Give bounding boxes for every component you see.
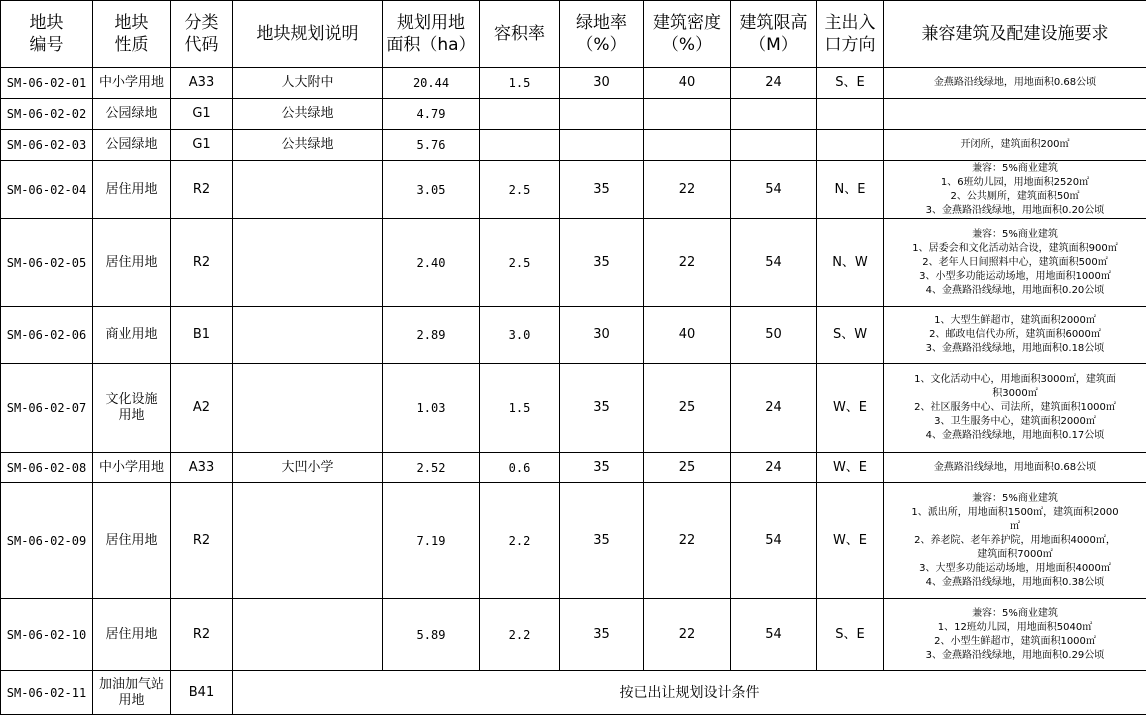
cell-code: A2: [171, 364, 233, 453]
cell-code: G1: [171, 99, 233, 130]
cell-area: 7.19: [383, 483, 480, 599]
requirement-line: 兼容：5%商业建筑: [972, 492, 1058, 504]
requirement-line: 金燕路沿线绿地，用地面积0.68公顷: [933, 77, 1097, 88]
requirement-line: 3、金燕路沿线绿地，用地面积0.20公顷: [925, 204, 1105, 216]
cell-density: 40: [644, 307, 731, 364]
cell-far: 1.5: [480, 364, 560, 453]
cell-plot-id: SM-06-02-01: [1, 68, 93, 99]
cell-green-rate: 35: [560, 483, 644, 599]
cell-plot-type: 公园绿地: [93, 130, 171, 161]
requirement-line: 3、小型多功能运动场地，用地面积1000㎡: [919, 270, 1111, 282]
cell-plot-id: SM-06-02-03: [1, 130, 93, 161]
cell-far: 1.5: [480, 68, 560, 99]
cell-height-limit: 24: [731, 453, 817, 483]
header-row: [1, 1, 1146, 68]
cell-requirements: [884, 483, 1146, 599]
requirement-line: 兼容：5%商业建筑: [972, 228, 1058, 240]
cell-density: 22: [644, 219, 731, 307]
requirement-line: 2、公共厕所，建筑面积50㎡: [950, 190, 1080, 202]
cell-description: 公共绿地: [233, 130, 383, 161]
table-row: [1, 483, 1146, 599]
cell-code: R2: [171, 161, 233, 219]
requirement-line: 4、金燕路沿线绿地，用地面积0.17公顷: [925, 430, 1105, 441]
cell-far: [480, 99, 560, 130]
cell-entry-direction: W、E: [817, 483, 884, 599]
header-green-rate: 绿地率 （%）: [560, 1, 644, 68]
cell-plot-type: 公园绿地: [93, 99, 171, 130]
cell-plot-id: SM-06-02-02: [1, 99, 93, 130]
cell-plot-type: 居住用地: [93, 161, 171, 219]
requirement-line: 2、养老院、老年养护院，用地面积4000㎡，: [914, 534, 1116, 546]
requirement-line: 1、6班幼儿园，用地面积2520㎡: [940, 176, 1090, 188]
cell-plot-type: 加油加气站 用地: [93, 671, 171, 715]
requirement-line: 4、金燕路沿线绿地，用地面积0.20公顷: [925, 284, 1105, 296]
cell-description: [233, 219, 383, 307]
table-row: [1, 219, 1146, 307]
cell-description: 公共绿地: [233, 99, 383, 130]
header-density: 建筑密度 （%）: [644, 1, 731, 68]
cell-green-rate: 35: [560, 161, 644, 219]
cell-far: [480, 130, 560, 161]
cell-plot-id: SM-06-02-08: [1, 453, 93, 483]
requirement-line: ㎡: [1010, 520, 1020, 532]
cell-green-rate: [560, 99, 644, 130]
requirement-line: 3、金燕路沿线绿地，用地面积0.18公顷: [925, 343, 1105, 354]
cell-height-limit: 50: [731, 307, 817, 364]
cell-far: 2.5: [480, 161, 560, 219]
requirement-line: 建筑面积7000㎡: [977, 548, 1053, 560]
cell-area: 5.89: [383, 599, 480, 671]
cell-plot-type: 中小学用地: [93, 453, 171, 483]
cell-density: [644, 130, 731, 161]
cell-description: 大凹小学: [233, 453, 383, 483]
requirement-line: 2、邮政电信代办所，建筑面积6000㎡: [929, 329, 1101, 340]
cell-plot-id: SM-06-02-06: [1, 307, 93, 364]
requirement-line: 积3000㎡: [992, 388, 1038, 399]
cell-entry-direction: S、W: [817, 307, 884, 364]
cell-requirements: [884, 219, 1146, 307]
cell-requirements: [884, 130, 1146, 161]
header-far: 容积率: [480, 1, 560, 68]
cell-green-rate: [560, 130, 644, 161]
requirement-line: 2、老年人日间照料中心，建筑面积500㎡: [922, 256, 1108, 268]
requirement-line: 3、大型多功能运动场地，用地面积4000㎡: [919, 562, 1111, 574]
requirement-line: 1、大型生鲜超市，建筑面积2000㎡: [934, 315, 1096, 326]
table-row: [1, 99, 1146, 130]
requirement-line: 金燕路沿线绿地，用地面积0.68公顷: [933, 461, 1097, 473]
cell-area: 2.89: [383, 307, 480, 364]
cell-description: 人大附中: [233, 68, 383, 99]
cell-area: 2.40: [383, 219, 480, 307]
cell-entry-direction: W、E: [817, 364, 884, 453]
cell-height-limit: 24: [731, 68, 817, 99]
cell-plot-type: 居住用地: [93, 483, 171, 599]
cell-green-rate: 35: [560, 599, 644, 671]
cell-description: [233, 161, 383, 219]
requirement-line: 2、小型生鲜超市，建筑面积1000㎡: [934, 635, 1096, 647]
requirement-line: 兼容：5%商业建筑: [972, 607, 1058, 619]
cell-entry-direction: [817, 130, 884, 161]
cell-code: R2: [171, 483, 233, 599]
header-entry-direction: 主出入 口方向: [817, 1, 884, 68]
cell-height-limit: 54: [731, 161, 817, 219]
cell-note: 按已出让规划设计条件: [233, 671, 1146, 715]
cell-code: A33: [171, 68, 233, 99]
table-row: [1, 599, 1146, 671]
cell-plot-type: 文化设施 用地: [93, 364, 171, 453]
cell-height-limit: 54: [731, 219, 817, 307]
cell-plot-type: 居住用地: [93, 219, 171, 307]
cell-far: 2.2: [480, 483, 560, 599]
cell-area: 4.79: [383, 99, 480, 130]
cell-requirements: [884, 307, 1146, 364]
cell-height-limit: 54: [731, 599, 817, 671]
table-row: [1, 68, 1146, 99]
cell-plot-id: SM-06-02-07: [1, 364, 93, 453]
header-description: 地块规划说明: [233, 1, 383, 68]
table-row: [1, 364, 1146, 453]
table-row: [1, 453, 1146, 483]
cell-code: A33: [171, 453, 233, 483]
requirement-line: 1、12班幼儿园，用地面积5040㎡: [937, 621, 1093, 633]
cell-requirements: [884, 99, 1146, 130]
requirement-line: 4、金燕路沿线绿地，用地面积0.38公顷: [925, 576, 1105, 588]
header-code: 分类 代码: [171, 1, 233, 68]
cell-plot-type: 中小学用地: [93, 68, 171, 99]
cell-requirements: [884, 161, 1146, 219]
cell-area: 2.52: [383, 453, 480, 483]
cell-entry-direction: S、E: [817, 68, 884, 99]
cell-green-rate: 35: [560, 364, 644, 453]
cell-green-rate: 35: [560, 219, 644, 307]
cell-description: [233, 599, 383, 671]
cell-description: [233, 483, 383, 599]
requirement-line: 1、文化活动中心，用地面积3000㎡，建筑面: [914, 374, 1116, 385]
cell-description: [233, 307, 383, 364]
requirement-line: 1、派出所，用地面积1500㎡，建筑面积2000: [911, 506, 1119, 518]
requirement-line: 开闭所，建筑面积200㎡: [960, 139, 1070, 150]
cell-area: 1.03: [383, 364, 480, 453]
cell-height-limit: [731, 130, 817, 161]
requirement-line: 2、社区服务中心、司法所，建筑面积1000㎡: [914, 402, 1116, 413]
cell-code: B1: [171, 307, 233, 364]
cell-entry-direction: S、E: [817, 599, 884, 671]
cell-plot-type: 居住用地: [93, 599, 171, 671]
header-plot-type: 地块 性质: [93, 1, 171, 68]
cell-plot-id: SM-06-02-10: [1, 599, 93, 671]
cell-height-limit: 54: [731, 483, 817, 599]
cell-density: 22: [644, 161, 731, 219]
header-area: 规划用地 面积（ha）: [383, 1, 480, 68]
cell-code: R2: [171, 219, 233, 307]
cell-entry-direction: N、E: [817, 161, 884, 219]
table-row: [1, 130, 1146, 161]
cell-description: [233, 364, 383, 453]
cell-plot-id: SM-06-02-04: [1, 161, 93, 219]
cell-density: 22: [644, 599, 731, 671]
cell-plot-type: 商业用地: [93, 307, 171, 364]
requirement-line: 3、金燕路沿线绿地，用地面积0.29公顷: [925, 649, 1105, 661]
cell-requirements: [884, 453, 1146, 483]
cell-far: 3.0: [480, 307, 560, 364]
header-height-limit: 建筑限高 （M）: [731, 1, 817, 68]
header-plot-id: 地块 编号: [1, 1, 93, 68]
cell-requirements: [884, 68, 1146, 99]
cell-entry-direction: W、E: [817, 453, 884, 483]
cell-far: 2.2: [480, 599, 560, 671]
cell-height-limit: [731, 99, 817, 130]
cell-code: G1: [171, 130, 233, 161]
cell-far: 2.5: [480, 219, 560, 307]
cell-area: 3.05: [383, 161, 480, 219]
cell-density: 22: [644, 483, 731, 599]
table-row: [1, 671, 1146, 715]
cell-green-rate: 30: [560, 307, 644, 364]
requirement-line: 3、卫生服务中心，建筑面积2000㎡: [934, 416, 1096, 427]
cell-code: R2: [171, 599, 233, 671]
cell-area: 20.44: [383, 68, 480, 99]
cell-density: [644, 99, 731, 130]
cell-entry-direction: [817, 99, 884, 130]
table-row: [1, 307, 1146, 364]
cell-requirements: [884, 364, 1146, 453]
requirement-line: 兼容：5%商业建筑: [972, 162, 1058, 174]
cell-density: 25: [644, 364, 731, 453]
cell-density: 40: [644, 68, 731, 99]
cell-area: 5.76: [383, 130, 480, 161]
cell-density: 25: [644, 453, 731, 483]
cell-green-rate: 30: [560, 68, 644, 99]
cell-plot-id: SM-06-02-05: [1, 219, 93, 307]
cell-plot-id: SM-06-02-11: [1, 671, 93, 715]
cell-height-limit: 24: [731, 364, 817, 453]
cell-green-rate: 35: [560, 453, 644, 483]
requirement-line: 1、居委会和文化活动站合设，建筑面积900㎡: [912, 242, 1118, 254]
cell-requirements: [884, 599, 1146, 671]
cell-entry-direction: N、W: [817, 219, 884, 307]
header-requirements: 兼容建筑及配建设施要求: [884, 1, 1146, 68]
cell-plot-id: SM-06-02-09: [1, 483, 93, 599]
table-row: [1, 161, 1146, 219]
cell-code: B41: [171, 671, 233, 715]
cell-far: 0.6: [480, 453, 560, 483]
